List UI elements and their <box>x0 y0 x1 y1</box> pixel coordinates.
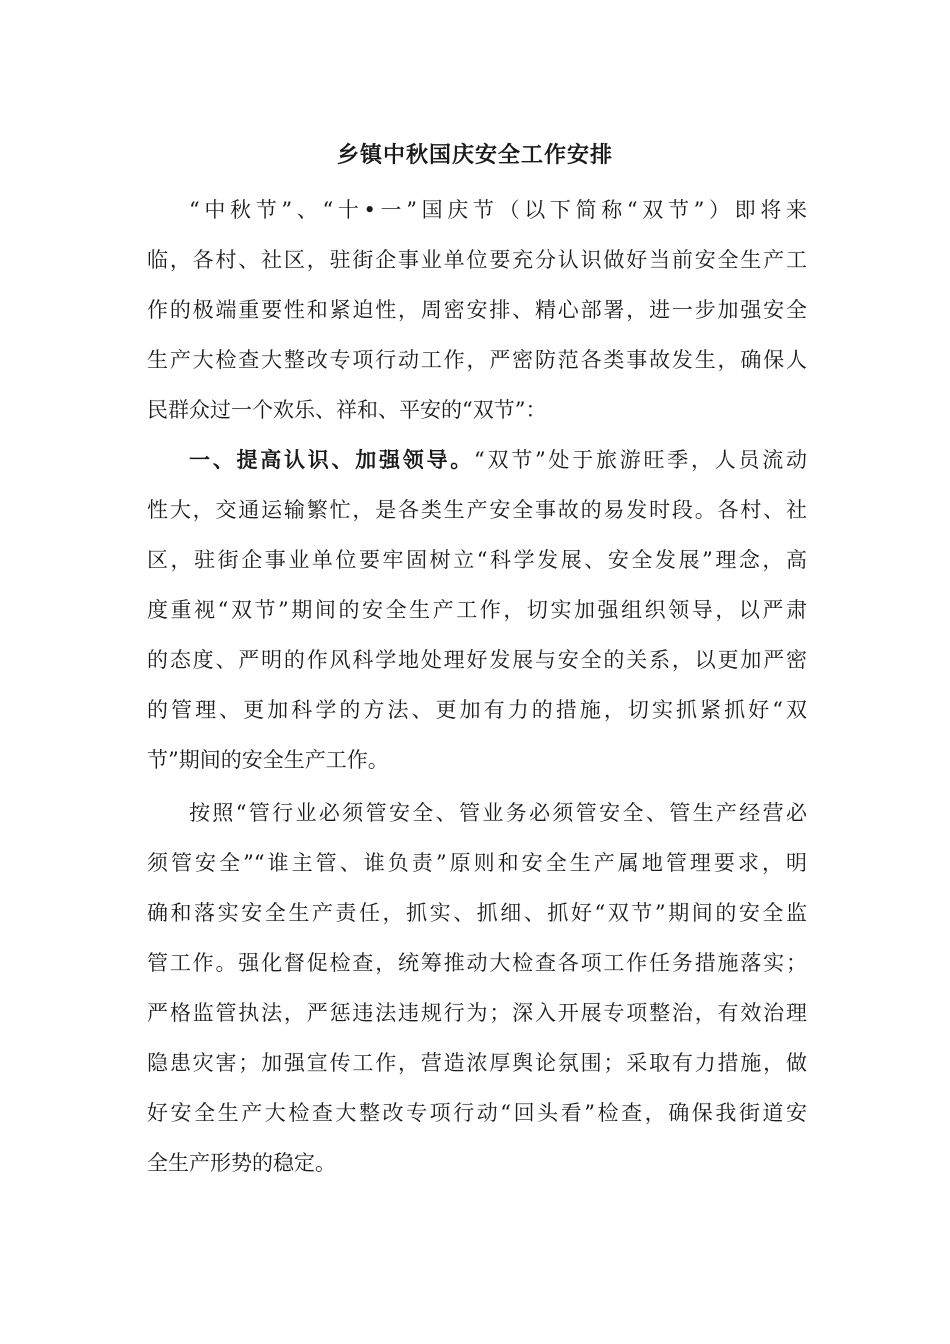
paragraph-2-line-5: 的态度、严明的作风科学地处理好发展与安全的关系，以更加严密 <box>147 648 807 672</box>
paragraph-2-line-7: 节”期间的安全生产工作。 <box>147 748 389 772</box>
paragraph-2-line-4: 度重视“双节”期间的安全生产工作，切实加强组织领导，以严肃 <box>147 598 807 622</box>
paragraph-3-line-5: 严格监管执法，严惩违法违规行为；深入开展专项整治，有效治理 <box>147 1001 807 1025</box>
paragraph-2-line-3: 区，驻街企事业单位要牢固树立“科学发展、安全发展”理念，高 <box>147 548 807 572</box>
paragraph-1-line-1: “中秋节”、“十•一”国庆节（以下简称“双节”）即将来 <box>189 198 807 222</box>
section-heading: 一、提高认识、加强领导。 <box>189 448 475 472</box>
paragraph-3-line-1: 按照“管行业必须管安全、管业务必须管安全、管生产经营必 <box>189 801 807 825</box>
paragraph-3-line-8: 全生产形势的稳定。 <box>147 1151 336 1175</box>
paragraph-3-line-3: 确和落实安全生产责任，抓实、抓细、抓好“双节”期间的安全监 <box>147 901 807 925</box>
document-title: 乡镇中秋国庆安全工作安排 <box>336 143 613 168</box>
paragraph-2-line-2: 性大，交通运输繁忙，是各类生产安全事故的易发时段。各村、社 <box>147 498 807 522</box>
paragraph-3-line-4: 管工作。强化督促检查，统筹推动大检查各项工作任务措施落实； <box>147 951 807 975</box>
paragraph-1-line-5: 民群众过一个欢乐、祥和、平安的“双节”： <box>147 398 547 422</box>
paragraph-3-line-6: 隐患灾害；加强宣传工作，营造浓厚舆论氛围；采取有力措施，做 <box>147 1051 807 1075</box>
paragraph-2-line-6: 的管理、更加科学的方法、更加有力的措施，切实抓紧抓好“双 <box>147 698 807 722</box>
paragraph-3-line-2: 须管安全”“谁主管、谁负责”原则和安全生产属地管理要求，明 <box>147 851 807 875</box>
paragraph-2-line-1-text: “双节”处于旅游旺季，人员流动 <box>474 448 807 472</box>
paragraph-3-line-7: 好安全生产大检查大整改专项行动“回头看”检查，确保我街道安 <box>147 1101 807 1125</box>
paragraph-1-line-3: 作的极端重要性和紧迫性，周密安排、精心部署，进一步加强安全 <box>147 298 807 322</box>
paragraph-2-line-1 <box>189 445 807 475</box>
paragraph-1-line-2: 临，各村、社区，驻街企事业单位要充分认识做好当前安全生产工 <box>147 248 807 272</box>
paragraph-1-line-4: 生产大检查大整改专项行动工作，严密防范各类事故发生，确保人 <box>147 348 807 372</box>
